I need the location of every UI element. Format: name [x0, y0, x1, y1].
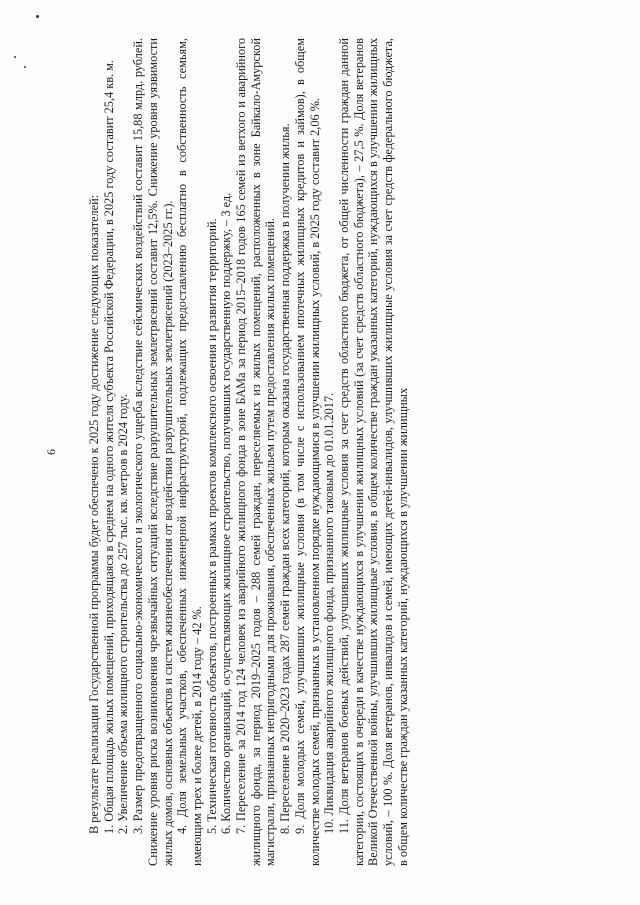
- paragraph-item-9: 9. Доля молодых семей, улучшивших жилищные условия (в том числе с использованием ипотечных жилищных кредитов и займов), в общем количестве молодых семей, признанных в установленном порядке нуждающимися в улучшении жилищных условий, в 2025 году составит 2,06 %.: [292, 38, 322, 866]
- paragraph-intro: В результате реализации Государственной программы будет обеспечено к 2025 году достижение следующих показателей:: [87, 194, 101, 834]
- paragraph-item-6: 6. Количество организаций, осуществляющих жилищное строительство, получивших государственную поддержку, – 3 ед.: [219, 192, 234, 834]
- paragraph-item-7: 7. Переселение за 2014 год 124 человек из аварийного жилищного фонда в зоне БАМа за период 2015–2018 годов 165 семей из ветхого и аварийного жилищного фонда, за период 2019–2025 годов – 288 семей граждан, переселяемых из жилых помещений, расположенных в зоне Байкало-Амурской магистрали, признанных непригодными для проживания, обеспеченных жильем путем предоставления жилых помещений.: [234, 38, 278, 866]
- paragraph-item-1: 1. Общая площадь жилых помещений, приходящаяся в среднем на одного жителя субъекта Российской Федерации, в 2025 году составит 25,4 кв. м.: [101, 59, 116, 834]
- paragraph-item-8: 8. Переселение в 2020–2023 годах 287 семей граждан всех категорий, которым оказана государственная поддержка в получении жилья.: [278, 123, 293, 834]
- paragraph-item-3: 3. Размер предотвращенного социально-экономического и экологического ущерба вследствие сейсмических воздействий составит 15,88 млрд. рублей. Снижение уровня риска возникновения чрезвычайных ситуаций вследствие разрушительных землетрясений составит 12,5%. Снижение уровня уязвимости жилых домов, основных объектов и систем жизнеобеспечения от воздействия разрушительных землетрясений (2023–2025 гг.).: [131, 38, 175, 866]
- paragraph-item-2: 2. Увеличение объема жилищного строительства до 257 тыс. кв. метров в 2024 году.: [116, 394, 131, 834]
- rotated-text-block: [40, 32, 600, 872]
- paragraph-item-4: 4. Доля земельных участков, обеспеченных инженерной инфраструктурой, подлежащих предоставлению бесплатно в собственность семьям, имеющим трех и более детей, в 2014 году – 42 %.: [175, 38, 204, 866]
- paragraph-item-11: 11. Доля ветеранов боевых действий, улучшивших жилищные условия за счет средств областного бюджета, от общей численности граждан данной категории, состоящих в очереди в качестве нуждающихся в улучшении жилищных условий (за счет средств областного бюджета), – 27,5 %. Доля ветеранов Великой Отечественной войны, улучшивших жилищные условия, в общем количестве граждан указанных категорий, нуждающихся в улучшении жилищных условий, – 100 %. Доля ветеранов, инвалидов и семей, имеющих детей-инвалидов, улучшивших жилищные условия за счет средств федерального бюджета, в общем количестве граждан указанных категорий, нуждающихся в улучшении жилищных: [336, 38, 410, 866]
- page-number: 6: [44, 449, 58, 455]
- scan-speck: [24, 66, 26, 68]
- paragraph-item-10: 10. Ликвидация аварийного жилищного фонда, признанного таковым до 01.01.2017.: [322, 392, 337, 834]
- scan-speck: [36, 15, 39, 18]
- scan-speck: [14, 56, 16, 58]
- paragraph-item-5: 5. Техническая готовность объектов, построенных в рамках проектов комплексного освоения и развития территорий.: [204, 218, 219, 834]
